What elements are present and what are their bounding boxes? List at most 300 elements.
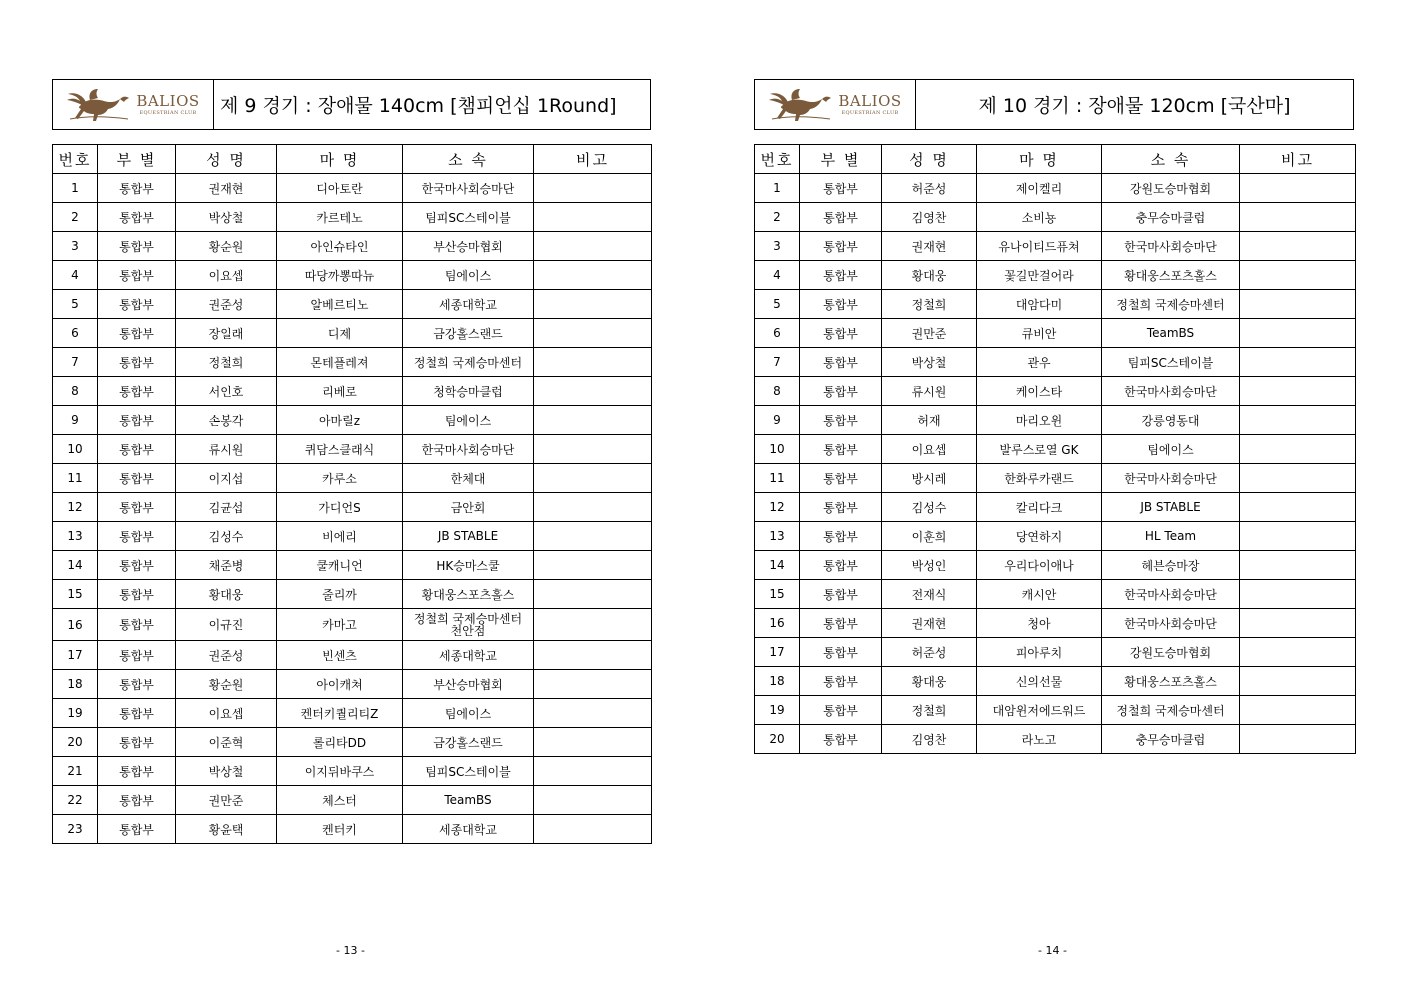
remarks [534, 815, 652, 844]
entry-number: 2 [53, 203, 98, 232]
horse-name: 카마고 [277, 609, 403, 641]
remarks [534, 699, 652, 728]
event-header [754, 79, 1354, 130]
horse-name: 디아토란 [277, 174, 403, 203]
horse-name: 켄터키 [277, 815, 403, 844]
rider-name: 황순원 [176, 232, 277, 261]
entry-number: 9 [755, 406, 800, 435]
rider-name: 권만준 [176, 786, 277, 815]
remarks [1240, 406, 1356, 435]
affiliation: 정철희 국제승마센터 [1102, 696, 1240, 725]
horse-name: 몬테플레져 [277, 348, 403, 377]
affiliation: 정철희 국제승마센터 [403, 348, 534, 377]
table-row [755, 609, 1356, 638]
division: 통합부 [800, 667, 882, 696]
table-row [53, 435, 652, 464]
affiliation: 금강홀스랜드 [403, 728, 534, 757]
logo-sub-text: EQUESTRIAN CLUB [139, 109, 197, 116]
affiliation: 팀피SC스테이블 [1102, 348, 1240, 377]
table-row [755, 406, 1356, 435]
table-row [53, 757, 652, 786]
affiliation: 정철희 국제승마센터 천안점 [403, 609, 534, 641]
horse-name: 알베르티노 [277, 290, 403, 319]
horse-name: 관우 [977, 348, 1102, 377]
rider-name: 허재 [882, 406, 977, 435]
entry-number: 11 [53, 464, 98, 493]
rider-name: 이지섭 [176, 464, 277, 493]
table-row [755, 638, 1356, 667]
table-row [53, 348, 652, 377]
horse-name: 아인슈타인 [277, 232, 403, 261]
horse-name: 카루소 [277, 464, 403, 493]
table-row [53, 377, 652, 406]
horse-name: 따당까뽕따뉴 [277, 261, 403, 290]
division: 통합부 [98, 261, 176, 290]
horse-name: 대암다미 [977, 290, 1102, 319]
rider-name: 정철희 [882, 290, 977, 319]
horse-name: 이지뒤바쿠스 [277, 757, 403, 786]
division: 통합부 [800, 435, 882, 464]
remarks [534, 493, 652, 522]
division: 통합부 [800, 377, 882, 406]
header-col-rider-name: 성 명 [882, 145, 977, 174]
affiliation: 부산승마협회 [403, 232, 534, 261]
horse-name: 아이캐쳐 [277, 670, 403, 699]
rider-name: 허준성 [882, 174, 977, 203]
table-row [53, 174, 652, 203]
remarks [534, 522, 652, 551]
table-row [755, 522, 1356, 551]
table-row [755, 232, 1356, 261]
table-row [53, 815, 652, 844]
affiliation: 충무승마클럽 [1102, 725, 1240, 754]
entry-number: 19 [53, 699, 98, 728]
affiliation: 한국마사회승마단 [1102, 232, 1240, 261]
affiliation: TeamBS [403, 786, 534, 815]
remarks [1240, 696, 1356, 725]
rider-name: 권재현 [882, 609, 977, 638]
entry-number: 6 [755, 319, 800, 348]
rider-name: 전재식 [882, 580, 977, 609]
affiliation: 한국마사회승마단 [403, 435, 534, 464]
table-row [53, 670, 652, 699]
logo-cell [755, 80, 916, 129]
table-row [755, 174, 1356, 203]
entry-number: 17 [755, 638, 800, 667]
entry-number: 16 [755, 609, 800, 638]
remarks [1240, 551, 1356, 580]
horse-name: 빈센츠 [277, 641, 403, 670]
affiliation: 황대웅스포츠홀스 [1102, 667, 1240, 696]
division: 통합부 [98, 580, 176, 609]
rider-name: 김성수 [882, 493, 977, 522]
entry-number: 17 [53, 641, 98, 670]
division: 통합부 [800, 725, 882, 754]
rider-name: 방시레 [882, 464, 977, 493]
table-row [53, 406, 652, 435]
table-row [755, 261, 1356, 290]
rider-name: 황순원 [176, 670, 277, 699]
table-row [53, 522, 652, 551]
rider-name: 권준성 [176, 641, 277, 670]
division: 통합부 [98, 348, 176, 377]
remarks [1240, 261, 1356, 290]
entry-number: 11 [755, 464, 800, 493]
remarks [1240, 348, 1356, 377]
horse-name: 비에리 [277, 522, 403, 551]
entry-number: 15 [53, 580, 98, 609]
remarks [534, 406, 652, 435]
rider-name: 황대웅 [882, 261, 977, 290]
table-row [53, 319, 652, 348]
table-row [53, 786, 652, 815]
entry-number: 10 [755, 435, 800, 464]
rider-name: 이요셉 [176, 261, 277, 290]
affiliation: 부산승마협회 [403, 670, 534, 699]
entry-number: 14 [53, 551, 98, 580]
table-row [53, 609, 652, 641]
division: 통합부 [800, 319, 882, 348]
table-row [755, 290, 1356, 319]
horse-name: 디제 [277, 319, 403, 348]
entry-number: 18 [755, 667, 800, 696]
header-col-number: 번호 [755, 145, 800, 174]
horse-name: 피아루치 [977, 638, 1102, 667]
horse-name: 칼리다크 [977, 493, 1102, 522]
entry-number: 3 [53, 232, 98, 261]
affiliation: 황대웅스포츠홀스 [403, 580, 534, 609]
rider-name: 서인호 [176, 377, 277, 406]
entry-number: 4 [53, 261, 98, 290]
entries-table [52, 144, 652, 844]
entry-number: 15 [755, 580, 800, 609]
division: 통합부 [98, 232, 176, 261]
table-row [53, 261, 652, 290]
page-number: - 13 - [336, 944, 365, 957]
division: 통합부 [800, 493, 882, 522]
division: 통합부 [800, 203, 882, 232]
rider-name: 박상철 [882, 348, 977, 377]
remarks [1240, 290, 1356, 319]
rider-name: 이요셉 [882, 435, 977, 464]
header-col-horse-name: 마 명 [277, 145, 403, 174]
affiliation: 강릉영동대 [1102, 406, 1240, 435]
division: 통합부 [98, 290, 176, 319]
remarks [534, 464, 652, 493]
division: 통합부 [98, 319, 176, 348]
horse-name: 우리다이애나 [977, 551, 1102, 580]
remarks [534, 232, 652, 261]
rider-name: 장일래 [176, 319, 277, 348]
event-title: 제 10 경기 : 장애물 120cm [국산마] [978, 95, 1291, 117]
horse-name: 쿨캐니언 [277, 551, 403, 580]
entry-number: 7 [755, 348, 800, 377]
entry-number: 1 [755, 174, 800, 203]
horse-name: 발루스로열 GK [977, 435, 1102, 464]
header-col-remarks: 비고 [1240, 145, 1356, 174]
rider-name: 이요셉 [176, 699, 277, 728]
rider-name: 류시원 [882, 377, 977, 406]
horse-name: 가디언S [277, 493, 403, 522]
rider-name: 김영찬 [882, 725, 977, 754]
division: 통합부 [800, 580, 882, 609]
rider-name: 채준병 [176, 551, 277, 580]
rider-name: 권만준 [882, 319, 977, 348]
affiliation: JB STABLE [403, 522, 534, 551]
header-col-rider-name: 성 명 [176, 145, 277, 174]
division: 통합부 [98, 815, 176, 844]
entries-table [754, 144, 1356, 754]
event-title: 제 9 경기 : 장애물 140cm [챔피언십 1Round] [220, 95, 617, 117]
entry-number: 20 [53, 728, 98, 757]
division: 통합부 [98, 609, 176, 641]
entry-number: 10 [53, 435, 98, 464]
table-row [755, 435, 1356, 464]
affiliation: 헤븐승마장 [1102, 551, 1240, 580]
table-header-row [755, 145, 1356, 174]
remarks [1240, 435, 1356, 464]
division: 통합부 [98, 728, 176, 757]
division: 통합부 [800, 261, 882, 290]
page-14 [702, 0, 1403, 992]
horse-name: 청아 [977, 609, 1102, 638]
entry-number: 20 [755, 725, 800, 754]
division: 통합부 [800, 232, 882, 261]
affiliation: TeamBS [1102, 319, 1240, 348]
remarks [1240, 667, 1356, 696]
remarks [534, 786, 652, 815]
table-row [755, 551, 1356, 580]
horse-name: 리베로 [277, 377, 403, 406]
rider-name: 이준혁 [176, 728, 277, 757]
division: 통합부 [98, 174, 176, 203]
remarks [534, 319, 652, 348]
remarks [534, 348, 652, 377]
horse-name: 한화루카랜드 [977, 464, 1102, 493]
rider-name: 권재현 [882, 232, 977, 261]
remarks [1240, 609, 1356, 638]
remarks [534, 609, 652, 641]
remarks [534, 261, 652, 290]
pegasus-icon [768, 88, 834, 122]
division: 통합부 [98, 551, 176, 580]
remarks [534, 290, 652, 319]
balios-logo [66, 88, 199, 122]
affiliation: JB STABLE [1102, 493, 1240, 522]
affiliation: 충무승마클럽 [1102, 203, 1240, 232]
horse-name: 롤리타DD [277, 728, 403, 757]
horse-name: 큐비안 [977, 319, 1102, 348]
horse-name: 신의선물 [977, 667, 1102, 696]
entry-number: 13 [53, 522, 98, 551]
rider-name: 김균섭 [176, 493, 277, 522]
rider-name: 박상철 [176, 203, 277, 232]
horse-name: 캐시안 [977, 580, 1102, 609]
affiliation: 세종대학교 [403, 641, 534, 670]
logo-main-text: BALIOS [136, 91, 200, 110]
entry-number: 12 [755, 493, 800, 522]
table-row [755, 725, 1356, 754]
remarks [1240, 725, 1356, 754]
affiliation: 강원도승마협회 [1102, 638, 1240, 667]
affiliation: 정철희 국제승마센터 [1102, 290, 1240, 319]
remarks [534, 757, 652, 786]
rider-name: 정철희 [176, 348, 277, 377]
rider-name: 류시원 [176, 435, 277, 464]
rider-name: 허준성 [882, 638, 977, 667]
rider-name: 황대웅 [882, 667, 977, 696]
page-number: - 14 - [1038, 944, 1067, 957]
horse-name: 제이켈리 [977, 174, 1102, 203]
entry-number: 6 [53, 319, 98, 348]
affiliation: 한국마사회승마단 [1102, 580, 1240, 609]
entry-number: 2 [755, 203, 800, 232]
remarks [1240, 638, 1356, 667]
affiliation: 팀에이스 [403, 699, 534, 728]
horse-name: 소비뇽 [977, 203, 1102, 232]
rider-name: 권재현 [176, 174, 277, 203]
horse-name: 꽃길만걸어라 [977, 261, 1102, 290]
table-row [755, 319, 1356, 348]
table-row [53, 203, 652, 232]
division: 통합부 [800, 174, 882, 203]
entry-number: 16 [53, 609, 98, 641]
remarks [1240, 377, 1356, 406]
horse-name: 대암윈저에드워드 [977, 696, 1102, 725]
table-row [53, 232, 652, 261]
entry-number: 14 [755, 551, 800, 580]
entry-number: 9 [53, 406, 98, 435]
horse-name: 줄리까 [277, 580, 403, 609]
rider-name: 황대웅 [176, 580, 277, 609]
horse-name: 케이스타 [977, 377, 1102, 406]
entry-number: 4 [755, 261, 800, 290]
entry-number: 5 [755, 290, 800, 319]
table-row [53, 464, 652, 493]
affiliation: 팀에이스 [403, 406, 534, 435]
remarks [1240, 174, 1356, 203]
table-row [53, 728, 652, 757]
entry-number: 13 [755, 522, 800, 551]
horse-name: 아마릴z [277, 406, 403, 435]
rider-name: 정철희 [882, 696, 977, 725]
table-row [755, 580, 1356, 609]
entry-number: 21 [53, 757, 98, 786]
rider-name: 이훈희 [882, 522, 977, 551]
remarks [534, 580, 652, 609]
affiliation: HK승마스쿨 [403, 551, 534, 580]
entry-number: 8 [53, 377, 98, 406]
table-row [53, 641, 652, 670]
affiliation: 한국마사회승마단 [1102, 377, 1240, 406]
affiliation: 청학승마클럽 [403, 377, 534, 406]
horse-name: 카르테노 [277, 203, 403, 232]
division: 통합부 [800, 638, 882, 667]
affiliation: 한국마사회승마단 [1102, 609, 1240, 638]
header-col-number: 번호 [53, 145, 98, 174]
remarks [534, 174, 652, 203]
page-13 [0, 0, 701, 992]
header-col-horse-name: 마 명 [977, 145, 1102, 174]
remarks [534, 551, 652, 580]
affiliation: 강원도승마협회 [1102, 174, 1240, 203]
division: 통합부 [800, 348, 882, 377]
table-row [755, 348, 1356, 377]
affiliation: 한국마사회승마단 [1102, 464, 1240, 493]
table-row [53, 493, 652, 522]
entry-number: 5 [53, 290, 98, 319]
horse-name: 켄터키퀄리티Z [277, 699, 403, 728]
table-row [755, 464, 1356, 493]
remarks [534, 435, 652, 464]
division: 통합부 [98, 641, 176, 670]
division: 통합부 [800, 609, 882, 638]
entry-number: 18 [53, 670, 98, 699]
rider-name: 김영찬 [882, 203, 977, 232]
affiliation: 금안회 [403, 493, 534, 522]
affiliation: 세종대학교 [403, 815, 534, 844]
remarks [534, 728, 652, 757]
entry-number: 22 [53, 786, 98, 815]
division: 통합부 [98, 464, 176, 493]
table-body [755, 174, 1356, 754]
remarks [1240, 203, 1356, 232]
remarks [1240, 464, 1356, 493]
logo-main-text: BALIOS [838, 91, 902, 110]
division: 통합부 [98, 786, 176, 815]
entry-number: 3 [755, 232, 800, 261]
remarks [534, 377, 652, 406]
table-row [755, 377, 1356, 406]
remarks [534, 641, 652, 670]
division: 통합부 [98, 757, 176, 786]
pegasus-icon [66, 88, 132, 122]
division: 통합부 [98, 493, 176, 522]
affiliation: 금강홀스랜드 [403, 319, 534, 348]
header-col-affiliation: 소 속 [1102, 145, 1240, 174]
horse-name: 유나이티드퓨쳐 [977, 232, 1102, 261]
division: 통합부 [98, 699, 176, 728]
division: 통합부 [800, 551, 882, 580]
remarks [1240, 232, 1356, 261]
table-row [755, 493, 1356, 522]
remarks [534, 203, 652, 232]
division: 통합부 [800, 696, 882, 725]
division: 통합부 [800, 290, 882, 319]
table-row [53, 580, 652, 609]
division: 통합부 [98, 203, 176, 232]
division: 통합부 [98, 670, 176, 699]
logo-cell [53, 80, 214, 129]
affiliation: 한체대 [403, 464, 534, 493]
event-header [52, 79, 651, 130]
rider-name: 황윤택 [176, 815, 277, 844]
balios-logo [768, 88, 901, 122]
header-col-remarks: 비고 [534, 145, 652, 174]
logo-sub-text: EQUESTRIAN CLUB [841, 109, 899, 116]
rider-name: 박성인 [882, 551, 977, 580]
table-body [53, 174, 652, 844]
division: 통합부 [800, 522, 882, 551]
rider-name: 권준성 [176, 290, 277, 319]
remarks [1240, 319, 1356, 348]
table-row [755, 203, 1356, 232]
entry-number: 19 [755, 696, 800, 725]
affiliation: 팀에이스 [403, 261, 534, 290]
entry-number: 7 [53, 348, 98, 377]
rider-name: 이규진 [176, 609, 277, 641]
division: 통합부 [98, 406, 176, 435]
